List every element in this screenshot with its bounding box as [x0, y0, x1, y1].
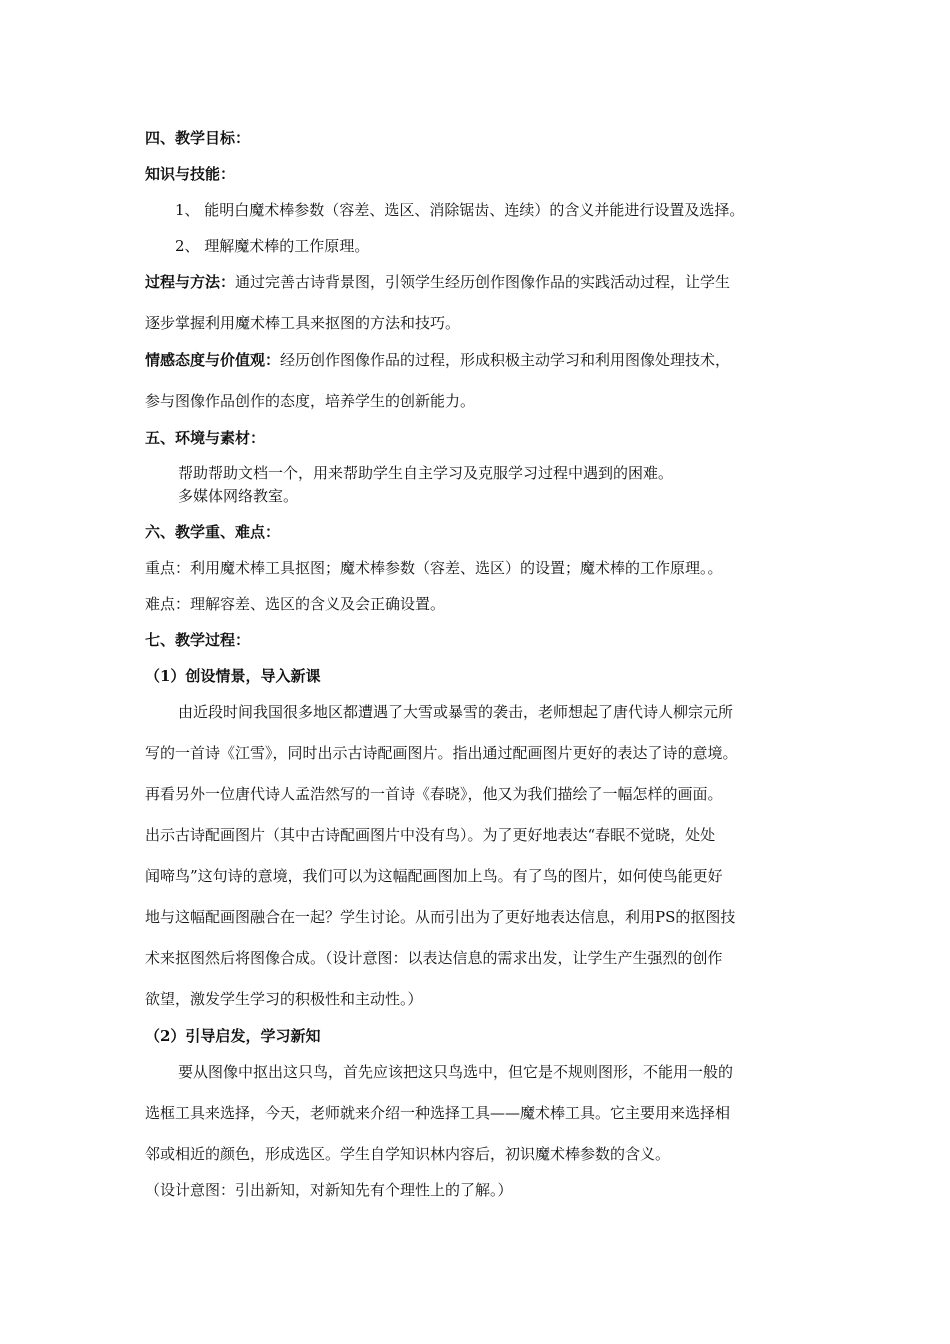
key-point-text: 重点：利用魔术棒工具抠图；魔术棒参数（容差、选区）的设置；魔术棒的工作原理。。 [145, 559, 723, 577]
environment-line-1: 帮助帮助文档一个，用来帮助学生自主学习及克服学习过程中遇到的困难。 [178, 464, 674, 482]
process-method-text-continued: 逐步掌握利用魔术棒工具来抠图的方法和技巧。 [145, 314, 461, 332]
design-intent-note: （设计意图：引出新知，对新知先有个理性上的了解。） [145, 1181, 513, 1199]
process-method-paragraph [145, 272, 730, 292]
process-part-1-title: （1）创设情景，导入新课 [145, 667, 321, 685]
part1-line: 再看另外一位唐代诗人孟浩然写的一首诗《春晓》，他又为我们描绘了一幅怎样的画面。 [145, 785, 723, 803]
part1-line: 术来抠图然后将图像合成。（设计意图：以表达信息的需求出发，让学生产生强烈的创作 [145, 949, 723, 967]
section-heading-environment: 五、环境与素材： [145, 429, 266, 447]
part1-line: 写的一首诗《江雪》，同时出示古诗配画图片。指出通过配画图片更好的表达了诗的意境。 [145, 744, 738, 762]
knowledge-skills-label: 知识与技能： [145, 165, 236, 183]
section-heading-process: 七、教学过程： [145, 631, 251, 649]
process-method-label: 过程与方法： [145, 273, 236, 291]
emotion-values-paragraph [145, 350, 730, 370]
objective-item-2: 2、 理解魔术棒的工作原理。 [175, 237, 370, 255]
environment-line-2: 多媒体网络教室。 [178, 487, 299, 505]
difficult-point-text: 难点：理解容差、选区的含义及会正确设置。 [145, 595, 446, 613]
process-method-text: 通过完善古诗背景图，引领学生经历创作图像作品的实践活动过程，让学生 [235, 273, 731, 291]
objective-item-1: 1、 能明白魔术棒参数（容差、选区、消除锯齿、连续）的含义并能进行设置及选择。 [175, 201, 745, 219]
section-heading-key-points: 六、教学重、难点： [145, 523, 281, 541]
emotion-values-text-continued: 参与图像作品创作的态度，培养学生的创新能力。 [145, 392, 476, 410]
part2-line: 邻或相近的颜色，形成选区。学生自学知识林内容后，初识魔术棒参数的含义。 [145, 1145, 671, 1163]
part1-line: 欲望，激发学生学习的积极性和主动性。） [145, 990, 423, 1008]
process-part-2-title: （2）引导启发，学习新知 [145, 1027, 321, 1045]
part1-line: 闻啼鸟”这句诗的意境，我们可以为这幅配画图加上鸟。有了鸟的图片，如何使鸟能更好 [145, 867, 723, 885]
part1-line: 出示古诗配画图片（其中古诗配画图片中没有鸟）。为了更好地表达“春眠不觉晓，处处 [145, 826, 716, 844]
part2-line: 要从图像中抠出这只鸟，首先应该把这只鸟选中，但它是不规则图形，不能用一般的 [178, 1063, 734, 1081]
part2-line: 选框工具来选择，今天，老师就来介绍一种选择工具——魔术棒工具。它主要用来选择相 [145, 1104, 731, 1122]
emotion-values-label: 情感态度与价值观： [145, 351, 281, 369]
section-heading-objectives: 四、教学目标： [145, 129, 251, 147]
part1-line: 由近段时间我国很多地区都遭遇了大雪或暴雪的袭击，老师想起了唐代诗人柳宗元所 [178, 703, 734, 721]
emotion-values-text: 经历创作图像作品的过程，形成积极主动学习和利用图像处理技术， [280, 351, 731, 369]
part1-line: 地与这幅配画图融合在一起？学生讨论。从而引出为了更好地表达信息，利用PS的抠图技 [145, 908, 736, 926]
